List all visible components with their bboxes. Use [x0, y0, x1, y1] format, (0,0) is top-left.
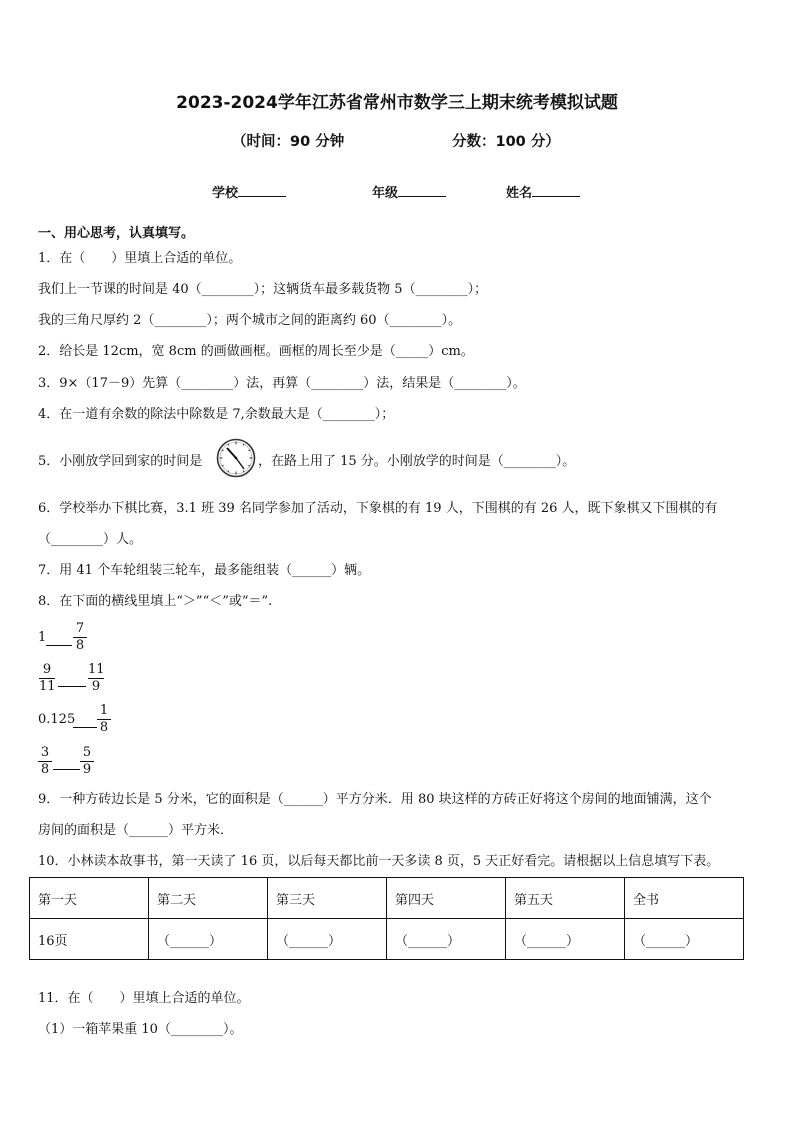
table-cell: 16页 — [30, 919, 149, 960]
question-4: 4．在一道有余数的除法中除数是 7,余数最大是（________）； — [38, 407, 395, 422]
fraction-denominator: 11 — [39, 679, 56, 694]
fraction-denominator: 8 — [99, 720, 109, 735]
table-row — [30, 919, 744, 960]
reading-table — [29, 877, 744, 960]
name-blank[interactable] — [532, 184, 580, 197]
compare-2-left — [39, 663, 55, 694]
question-2: 2．给长是 12cm，宽 8cm 的画做画框。画框的周长至少是（_____）cm。 — [38, 344, 474, 359]
question-5-before: 5．小刚放学回到家的时间是 — [38, 454, 203, 469]
fraction-numerator: 1 — [99, 703, 109, 718]
fraction-denominator: 8 — [75, 638, 85, 653]
compare-1-left: 1 — [38, 630, 47, 645]
exam-time: （时间：90 分钟 — [232, 134, 345, 150]
table-header-cell: 第三天 — [268, 878, 387, 919]
table-header-cell: 第四天 — [387, 878, 506, 919]
compare-4-right — [80, 746, 94, 777]
grade-field[interactable] — [372, 182, 446, 201]
fraction-numerator: 3 — [40, 745, 50, 760]
school-label: 学校 — [212, 186, 239, 201]
compare-3-blank[interactable] — [73, 727, 97, 728]
fraction-denominator: 8 — [40, 762, 50, 777]
grade-blank[interactable] — [398, 184, 446, 197]
question-5-after: ，在路上用了 15 分。小刚放学的时间是（________）。 — [258, 454, 576, 469]
table-cell-answer[interactable]: （______） — [387, 919, 506, 960]
question-6a: 6．学校举办下棋比赛，3.1 班 39 名同学参加了活动，下象棋的有 19 人，下围棋的有 26 人，既下象棋又下围棋的有 — [38, 501, 718, 516]
compare-4-left — [38, 746, 52, 777]
compare-3-right — [97, 704, 111, 735]
question-9a: 9．一种方砖边长是 5 分米，它的面积是（______）平方分米．用 80 块这样的方砖正好将这个房间的地面铺满，这个 — [38, 792, 712, 807]
compare-4-blank[interactable] — [53, 769, 80, 770]
table-cell-answer[interactable]: （______） — [506, 919, 625, 960]
school-field[interactable] — [212, 182, 286, 201]
question-10: 10．小林读本故事书，第一天读了 16 页，以后每天都比前一天多读 8 页，5 天正好看完。请根据以上信息填写下表。 — [38, 854, 720, 869]
table-header-row — [30, 878, 744, 919]
fraction-numerator: 11 — [88, 662, 105, 677]
fraction-denominator: 9 — [91, 679, 101, 694]
table-cell-answer[interactable]: （______） — [149, 919, 268, 960]
compare-2-right — [88, 663, 104, 694]
clock-icon — [216, 438, 256, 478]
compare-1-blank[interactable] — [46, 645, 72, 646]
section-title: 一、用心思考，认真填写。 — [38, 226, 195, 241]
compare-3-left: 0.125 — [38, 712, 76, 727]
question-11a: （1）一箱苹果重 10（________）。 — [38, 1022, 243, 1037]
fraction-numerator: 9 — [42, 662, 52, 677]
compare-1-right — [73, 622, 87, 653]
table-header-cell: 第一天 — [30, 878, 149, 919]
fraction-numerator: 7 — [75, 621, 85, 636]
compare-2-blank[interactable] — [58, 686, 86, 687]
question-7: 7．用 41 个车轮组装三轮车，最多能组装（______）辆。 — [38, 563, 371, 578]
question-3: 3．9×（17－9）先算（________）法，再算（________）法，结果是（________）。 — [38, 376, 526, 391]
question-1a: 我们上一节课的时间是 40（________）；这辆货车最多载货物 5（________）； — [38, 282, 488, 297]
grade-label: 年级 — [372, 186, 399, 201]
fraction-denominator: 9 — [82, 762, 92, 777]
question-8: 8．在下面的横线里填上“＞”“＜”或“＝”. — [38, 594, 273, 609]
fraction-numerator: 5 — [82, 745, 92, 760]
question-1b: 我的三角尺厚约 2（________）；两个城市之间的距离约 60（________）。 — [38, 313, 462, 328]
exam-score: 分数：100 分） — [452, 134, 560, 150]
school-blank[interactable] — [238, 184, 286, 197]
table-header-cell: 第五天 — [506, 878, 625, 919]
name-label: 姓名 — [506, 186, 533, 201]
name-field[interactable] — [506, 182, 580, 201]
table-cell-answer[interactable]: （______） — [625, 919, 744, 960]
table-cell-answer[interactable]: （______） — [268, 919, 387, 960]
question-6b: （________）人。 — [38, 532, 143, 547]
table-header-cell: 全书 — [625, 878, 744, 919]
question-9b: 房间的面积是（______）平方米． — [38, 823, 234, 838]
question-11: 11．在（ ）里填上合适的单位。 — [38, 991, 250, 1006]
table-header-cell: 第二天 — [149, 878, 268, 919]
question-1: 1．在（ ）里填上合适的单位。 — [38, 251, 242, 266]
page-title: 2023-2024学年江苏省常州市数学三上期末统考模拟试题 — [176, 93, 618, 113]
